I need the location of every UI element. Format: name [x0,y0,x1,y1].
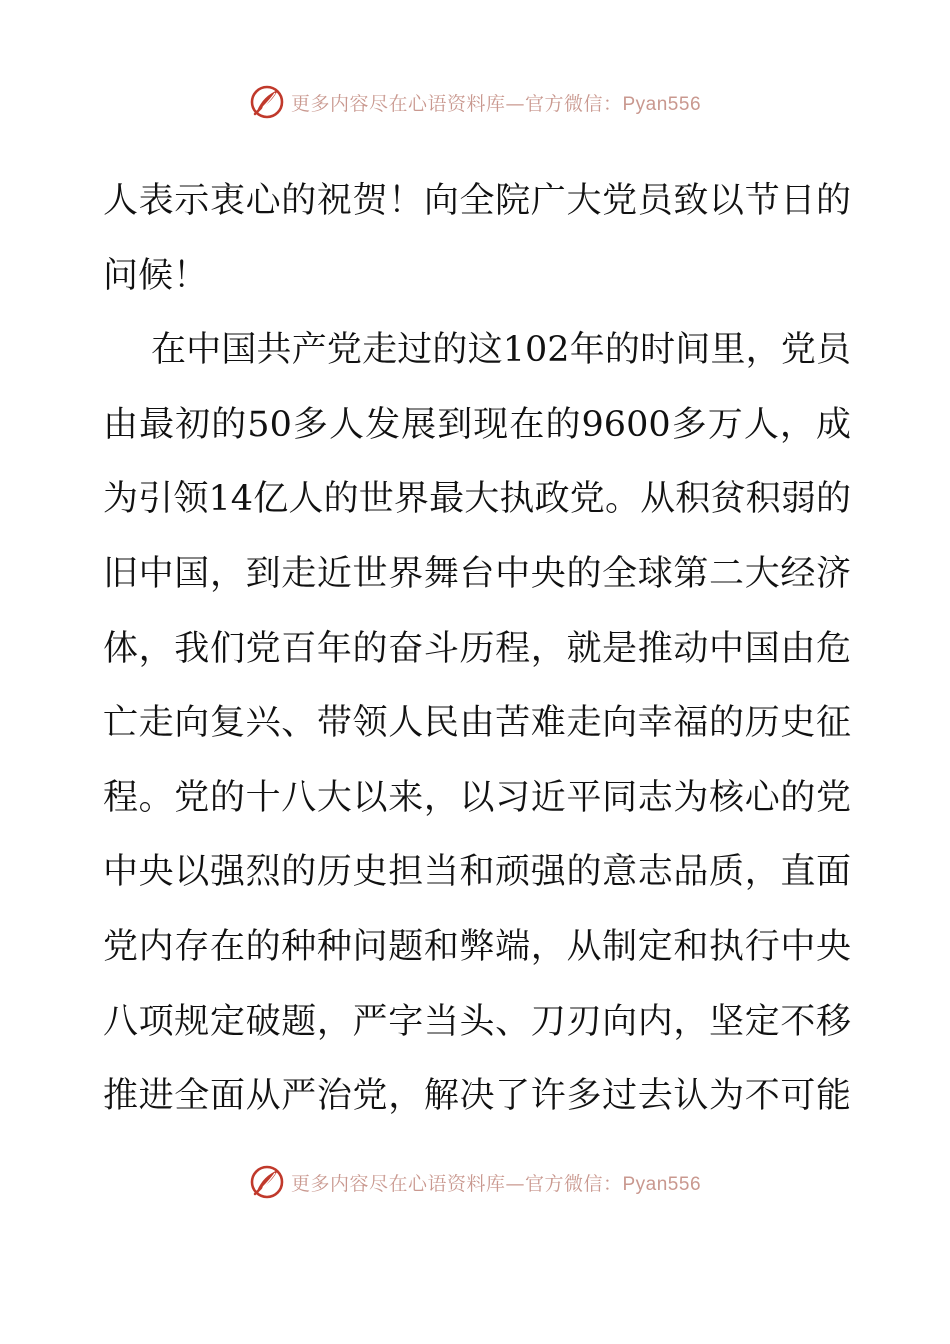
header-banner [0,82,950,122]
body-line: 在中国共产党走过的这102年的时间里，党员 [151,330,851,371]
document-body [103,164,851,1134]
body-line: 由最初的50多人发展到现在的9600多万人，成 [103,404,851,445]
header-wechat-id: Pyan556 [622,93,702,115]
footer-banner [0,1162,950,1202]
body-line: 中央以强烈的历史担当和顽强的意志品质，直面 [103,852,851,893]
body-line: 旧中国，到走近世界舞台中央的全球第二大经济 [103,553,851,594]
header-banner-text: 更多内容尽在心语资料库—官方微信：Pyan556 [290,92,702,115]
body-line: 问候！ [103,255,209,296]
footer-banner-text: 更多内容尽在心语资料库—官方微信：Pyan556 [290,1172,702,1195]
body-line: 八项规定破题，严字当头、刀刃向内，坚定不移 [103,1001,851,1042]
body-line: 党内存在的种种问题和弊端，从制定和执行中央 [103,926,851,967]
feather-pen-logo-icon [249,1164,285,1200]
body-line: 体，我们党百年的奋斗历程，就是推动中国由危 [103,628,851,669]
footer-wechat-id: Pyan556 [622,1173,702,1195]
body-line: 程。党的十八大以来，以习近平同志为核心的党 [103,777,851,818]
body-line: 亡走向复兴、带领人民由苦难走向幸福的历史征 [103,703,851,744]
feather-pen-logo-icon [249,84,285,120]
body-line: 人表示衷心的祝贺！向全院广大党员致以节日的 [103,181,851,221]
body-line: 推进全面从严治党，解决了许多过去认为不可能 [103,1076,851,1117]
body-line: 为引领14亿人的世界最大执政党。从积贫积弱的 [103,479,851,520]
